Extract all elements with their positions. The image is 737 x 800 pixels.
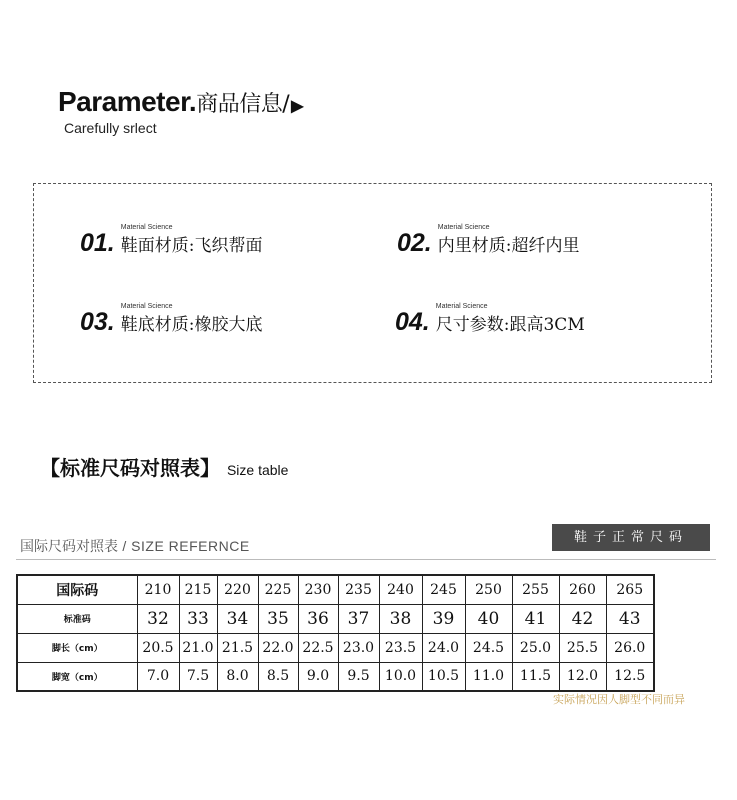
table-cell: 10.5	[422, 662, 465, 691]
intl-size-label	[20, 536, 250, 556]
spec-item-1	[80, 224, 263, 257]
table-cell: 40	[465, 604, 512, 633]
table-cell: 225	[258, 575, 298, 604]
table-cell: 32	[137, 604, 179, 633]
table-cell: 20.5	[137, 633, 179, 662]
table-cell: 235	[338, 575, 379, 604]
spec-tag: Material Science	[120, 224, 173, 231]
spec-tag: Material Science	[435, 303, 488, 310]
spec-item-2	[397, 224, 580, 257]
table-cell: 220	[217, 575, 258, 604]
intl-label-cn: 国际尺码对照表	[20, 539, 118, 555]
table-cell: 7.0	[137, 662, 179, 691]
table-cell: 24.0	[422, 633, 465, 662]
table-cell: 8.5	[258, 662, 298, 691]
table-cell: 9.0	[298, 662, 338, 691]
play-arrow-icon: ▶	[291, 98, 303, 115]
table-cell: 7.5	[179, 662, 217, 691]
spec-number: 01.	[80, 229, 115, 257]
table-cell: 11.5	[512, 662, 559, 691]
table-cell: 22.0	[258, 633, 298, 662]
spec-box	[33, 183, 712, 383]
table-cell: 21.0	[179, 633, 217, 662]
table-cell: 245	[422, 575, 465, 604]
table-cell: 24.5	[465, 633, 512, 662]
table-cell: 36	[298, 604, 338, 633]
parameter-subtitle: Carefully srlect	[64, 120, 157, 136]
spec-text	[437, 224, 580, 256]
table-cell: 34	[217, 604, 258, 633]
table-cell: 26.0	[606, 633, 654, 662]
table-cell: 255	[512, 575, 559, 604]
table-row-foot-length	[17, 633, 654, 662]
table-cell: 41	[512, 604, 559, 633]
table-cell: 215	[179, 575, 217, 604]
table-cell: 33	[179, 604, 217, 633]
table-cell: 38	[379, 604, 422, 633]
spec-text	[120, 224, 263, 256]
table-cell: 42	[559, 604, 606, 633]
normal-size-tag: 鞋子正常尺码	[552, 524, 710, 551]
table-cell: 12.0	[559, 662, 606, 691]
spec-label: 鞋底材质:橡胶大底	[120, 315, 263, 335]
table-row-intl	[17, 575, 654, 604]
parameter-title-cn: 商品信息/	[196, 92, 290, 117]
spec-item-3	[80, 303, 263, 336]
table-cell: 37	[338, 604, 379, 633]
spec-item-4	[395, 303, 585, 336]
table-cell: 22.5	[298, 633, 338, 662]
spec-label: 内里材质:超纤内里	[437, 236, 580, 256]
table-cell: 39	[422, 604, 465, 633]
table-cell: 25.5	[559, 633, 606, 662]
size-title-en: Size table	[226, 462, 289, 478]
divider	[16, 559, 716, 560]
spec-text	[120, 303, 263, 335]
spec-tag: Material Science	[120, 303, 173, 310]
table-cell: 25.0	[512, 633, 559, 662]
row-header: 国际码	[17, 575, 137, 604]
table-row-standard	[17, 604, 654, 633]
table-cell: 23.5	[379, 633, 422, 662]
parameter-title-en: Parameter.	[58, 86, 197, 117]
table-cell: 9.5	[338, 662, 379, 691]
table-cell: 21.5	[217, 633, 258, 662]
intl-label-en: / SIZE REFERNCE	[118, 538, 250, 554]
spec-label: 尺寸参数:跟高3CM	[435, 315, 585, 335]
row-header: 脚宽（cm）	[17, 662, 137, 691]
table-cell: 43	[606, 604, 654, 633]
size-title-cn: 【标准尺码对照表】	[40, 456, 220, 480]
table-cell: 250	[465, 575, 512, 604]
table-cell: 210	[137, 575, 179, 604]
spec-number: 03.	[80, 308, 115, 336]
table-cell: 11.0	[465, 662, 512, 691]
table-cell: 230	[298, 575, 338, 604]
row-header: 脚长（cm）	[17, 633, 137, 662]
spec-number: 02.	[397, 229, 432, 257]
table-cell: 265	[606, 575, 654, 604]
table-cell: 35	[258, 604, 298, 633]
parameter-title	[58, 86, 303, 118]
table-cell: 240	[379, 575, 422, 604]
table-cell: 23.0	[338, 633, 379, 662]
spec-text	[435, 303, 585, 335]
table-cell: 8.0	[217, 662, 258, 691]
row-header: 标准码	[17, 604, 137, 633]
table-row-foot-width	[17, 662, 654, 691]
table-cell: 260	[559, 575, 606, 604]
spec-tag: Material Science	[437, 224, 490, 231]
table-cell: 10.0	[379, 662, 422, 691]
table-cell: 12.5	[606, 662, 654, 691]
size-table-title	[40, 452, 288, 481]
size-table	[16, 574, 655, 692]
spec-label: 鞋面材质:飞织帮面	[120, 236, 263, 256]
spec-number: 04.	[395, 308, 430, 336]
fit-note: 实际情况因人脚型不同而异	[553, 693, 685, 706]
